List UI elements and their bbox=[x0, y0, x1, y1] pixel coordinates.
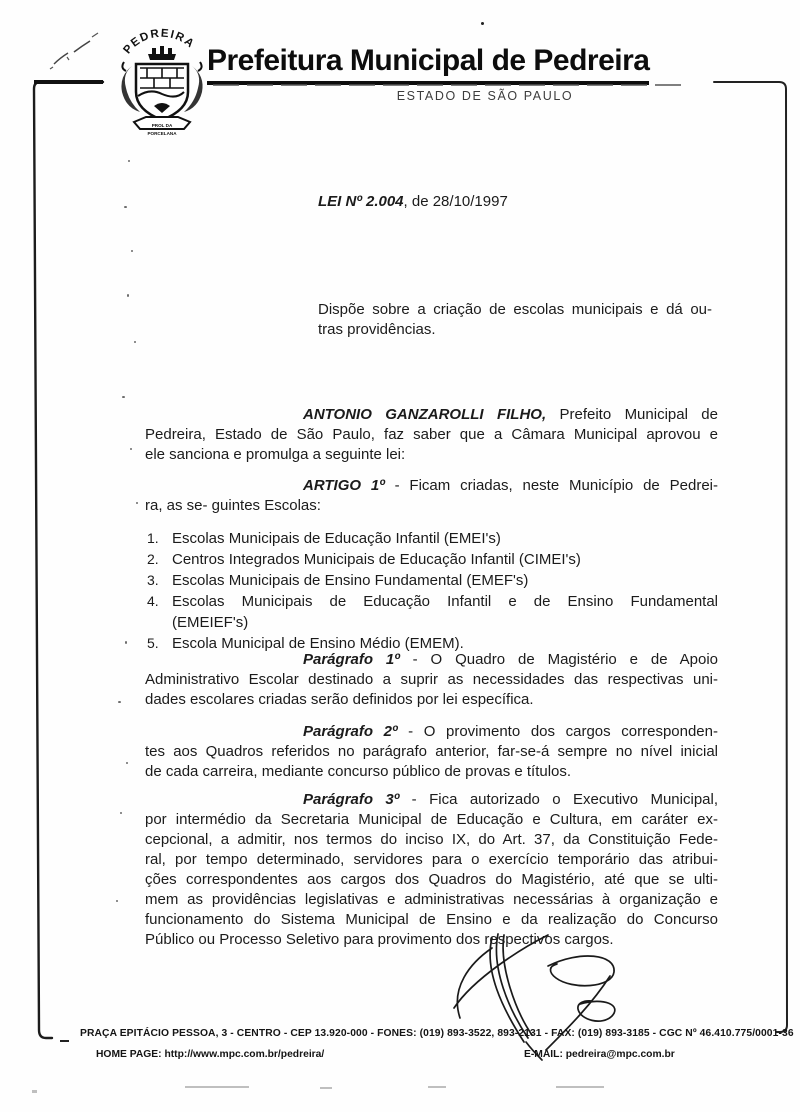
signature-scribble bbox=[430, 918, 645, 1063]
list-item-text: Escolas Municipais de Educação Infantil (EMEI's) bbox=[172, 530, 501, 547]
paragrafo-1-text: - O Quadro de Magistério e de Apoio bbox=[399, 651, 719, 668]
paragrafo-3-text: ções correspondentes aos cargos dos Quadros do Magistério, até que se ulti- bbox=[145, 871, 718, 888]
logo-banner-line1: PROL DA bbox=[151, 123, 173, 128]
list-item-text: Escolas Municipais de Ensino Fundamental (EMEF's) bbox=[172, 572, 529, 589]
paragrafo-3-text: - Fica autorizado o Executivo Municipal, bbox=[399, 791, 719, 808]
paragrafo-2-text: de cada carreira, mediante concurso público de provas e títulos. bbox=[145, 763, 572, 780]
artigo-1-lead: ARTIGO 1º bbox=[303, 477, 385, 494]
list-item-number: 3. bbox=[147, 572, 159, 588]
paragraph-preamble bbox=[145, 405, 718, 465]
list-item-text: Escola Municipal de Ensino Médio (EMEM). bbox=[172, 635, 464, 652]
list-item-number: 5. bbox=[147, 635, 159, 651]
footer-homepage: HOME PAGE: http://www.mpc.com.br/pedreira/ bbox=[96, 1049, 325, 1060]
preamble-text: Pedreira, Estado de São Paulo, faz saber que a Câmara Municipal aprovou e bbox=[145, 426, 718, 443]
paragrafo-3-text: funcionamento do Sistema Municipal de Ensino e da realização do Concurso bbox=[145, 911, 718, 928]
summary-line: tras providências. bbox=[318, 321, 436, 338]
header-subtitle: ESTADO DE SÃO PAULO bbox=[396, 89, 574, 103]
law-title bbox=[318, 193, 508, 210]
list-item-number: 4. bbox=[147, 593, 159, 609]
artigo-1-text: - Ficam criadas, neste Município de Pedrei- bbox=[384, 477, 718, 494]
paragrafo-3-text: mem as providências legislativas e administrativas necessárias à organização e bbox=[145, 891, 718, 908]
header-title: Prefeitura Municipal de Pedreira bbox=[207, 44, 649, 85]
logo-arc-text: PEDREIRA bbox=[121, 27, 197, 57]
list-item bbox=[147, 570, 718, 591]
paragrafo-2-lead: Parágrafo 2º bbox=[303, 723, 398, 740]
paragrafo-2-text: tes aos Quadros referidos no parágrafo anterior, far-se-á sempre no nível inicial bbox=[145, 743, 718, 760]
law-summary bbox=[318, 300, 712, 340]
pedreira-coat-of-arms-logo bbox=[110, 26, 214, 142]
paragrafo-3-text: por intermédio da Secretaria Municipal de Educação e Cultura, em caráter ex- bbox=[145, 811, 718, 828]
footer-address-line: PRAÇA EPITÁCIO PESSOA, 3 - CENTRO - CEP 13.920-000 - FONES: (019) 893-3522, 893-2131 - FAX: (019) 893-3185 - CGC Nº 46.410.775/0001-36 bbox=[80, 1028, 794, 1039]
paragrafo-1-text: Administrativo Escolar destinado a suprir as necessidades das respectivas uni- bbox=[145, 671, 718, 688]
paragrafo-1-text: dades escolares criadas serão definidos por lei específica. bbox=[145, 691, 534, 708]
svg-text:PEDREIRA bbox=[121, 28, 196, 57]
paragrafo-3-lead: Parágrafo 3º bbox=[303, 791, 400, 808]
paragrafo-3-text: Público ou Processo Seletivo para provimento dos respectivos cargos. bbox=[145, 931, 614, 948]
paragrafo-3-text: cepcional, a admitir, nos termos do inciso IX, do Art. 37, da Constituição Fede- bbox=[145, 831, 718, 848]
list-item-text: (EMEIEF's) bbox=[172, 614, 249, 631]
list-item-text: Escolas Municipais de Educação Infantil e de Ensino Fundamental bbox=[172, 593, 718, 610]
paragrafo-1-lead: Parágrafo 1º bbox=[303, 651, 400, 668]
logo-banner-line2: PORCELANA bbox=[147, 131, 177, 136]
preamble-text: Prefeito Municipal de bbox=[546, 406, 718, 423]
paragraph-paragrafo-2 bbox=[145, 722, 718, 782]
summary-line: Dispõe sobre a criação de escolas municipais e dá ou- bbox=[318, 301, 712, 318]
preamble-lead: ANTONIO GANZAROLLI FILHO, bbox=[303, 406, 547, 423]
paragrafo-3-text: ral, por tempo determinado, servidores para o exercício temporário das atribui- bbox=[145, 851, 718, 868]
header-underline bbox=[213, 84, 685, 86]
artigo-1-text: ra, as se- guintes Escolas: bbox=[145, 497, 321, 514]
law-number: LEI Nº 2.004 bbox=[318, 193, 404, 210]
footer-email: E-MAIL: pedreira@mpc.com.br bbox=[524, 1049, 675, 1060]
list-item bbox=[147, 549, 718, 570]
pen-marks bbox=[40, 28, 110, 78]
paragraph-artigo-1 bbox=[145, 476, 718, 516]
paragraph-paragrafo-1 bbox=[145, 650, 718, 710]
paragrafo-2-text: - O provimento dos cargos corresponden- bbox=[397, 723, 718, 740]
list-item-text: Centros Integrados Municipais de Educação Infantil (CIMEI's) bbox=[172, 551, 581, 568]
list-item bbox=[147, 591, 718, 633]
list-item-number: 2. bbox=[147, 551, 159, 567]
list-item-number: 1. bbox=[147, 530, 159, 546]
schools-list bbox=[147, 528, 718, 654]
preamble-text: ele sanciona e promulga a seguinte lei: bbox=[145, 446, 406, 463]
law-date: , de 28/10/1997 bbox=[403, 193, 508, 210]
list-item bbox=[147, 528, 718, 549]
